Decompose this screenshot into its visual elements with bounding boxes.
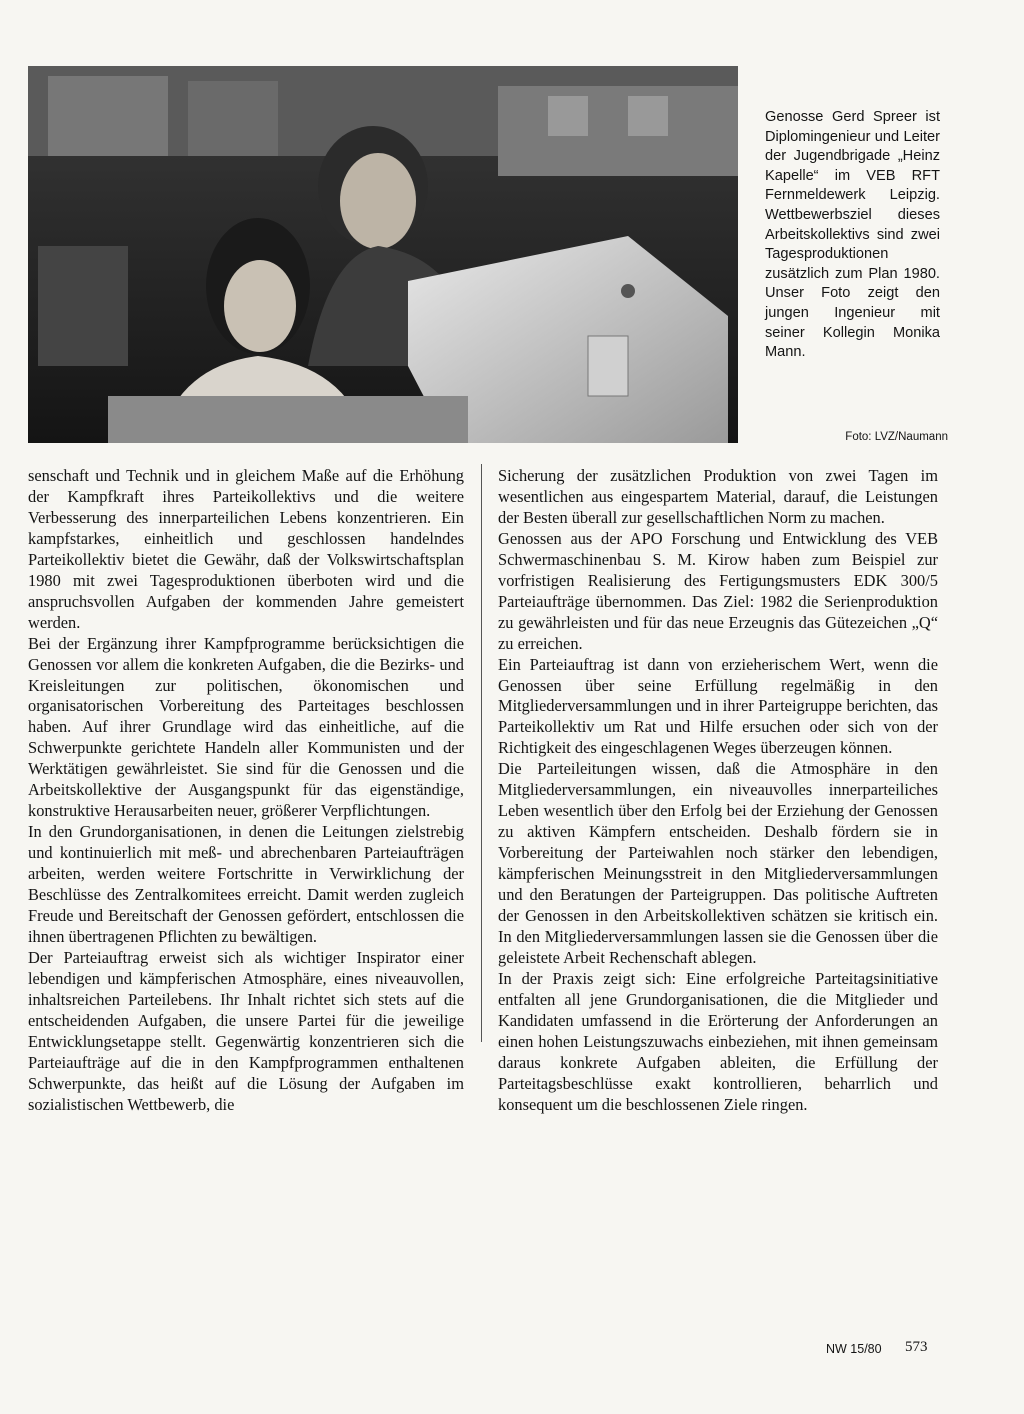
paragraph: Genossen aus der APO Forschung und Entwicklung des VEB Schwermaschinenbau S. M. Kirow haben zum Beispiel zur vorfristigen Realisierung des Fertigungsmusters EDK 300/5 Parteiaufträge übernommen. Das Ziel: 1982 die Serienproduktion zu gewährleisten und für das neue Erzeugnis das Gütezeichen „Q“ zu erreichen. [498, 528, 938, 653]
issue-label: NW 15/80 [826, 1342, 882, 1356]
paragraph: senschaft und Technik und in gleichem Maße auf die Erhöhung der Kampfkraft ihres Parteikollektivs und die weitere Verbesserung des innerparteilichen Lebens konzentrieren. Ein kampfstarkes, einheitlich und geschlossen handelndes Parteikollektiv bietet die Gewähr, daß der Volkswirtschaftsplan 1980 mit zwei Tagesproduktionen überboten wird und die anspruchsvollen Aufgaben der kommenden Jahre gemeistert werden. [28, 466, 464, 632]
right-column [498, 466, 938, 1116]
paragraph: Bei der Ergänzung ihrer Kampfprogramme berücksichtigen die Genossen vor allem die konkreten Aufgaben, die die Bezirks- und Kreisleitungen zur politischen, ökonomischen und organisatorischen Vorbereitung des Parteitages beschlossen haben. Auf ihrer Grundlage wird das einheitliche, auf die Schwerpunkte gerichtete Handeln aller Kommunisten und der Werktätigen gewährleistet. Sie sind für die Genossen und die Arbeitskollektive der Ausgangspunkt für das eigenständige, konstruktive Herausarbeiten neuer, größerer Verpflichtungen. [28, 633, 464, 821]
article-photo [28, 66, 738, 443]
paragraph: In der Praxis zeigt sich: Eine erfolgreiche Parteitagsinitiative entfalten all jene Grundorganisationen, die die Mitglieder und Kandidaten umfassend in die Erörterung der Anforderungen an einen hohen Leistungszuwachs einbeziehen, mit ihnen gemeinsam daraus konkrete Aufgaben ableiten, die Erfüllung der Parteitagsbeschlüsse exakt kontrollieren, beharrlich und konsequent um die beschlossenen Ziele ringen. [498, 968, 938, 1114]
page-number: 573 [905, 1339, 928, 1355]
left-column [28, 466, 464, 1116]
paragraph: In den Grundorganisationen, in denen die Leitungen zielstrebig und kontinuierlich mit meß- und abrechenbaren Parteiaufträgen arbeiten, werden weitere Fortschritte in Verwirklichung der Beschlüsse des Zentralkomitees erreicht. Damit werden zugleich Freude und Bereitschaft der Genossen gefördert, entschlossen die ihnen übertragenen Pflichten zu bewältigen. [28, 822, 464, 946]
paragraph: Sicherung der zusätzlichen Produktion von zwei Tagen im wesentlichen aus eingespartem Material, darauf, die Leistungen der Besten überall zur gesellschaftlichen Norm zu machen. [498, 466, 938, 527]
column-divider [481, 464, 482, 1042]
paragraph: Die Parteileitungen wissen, daß die Atmosphäre in den Mitgliederversammlungen, ein niveauvolles innerparteiliches Leben wesentlich über den Erfolg bei der Erziehung der Genossen zu aktiven Kämpfern entscheiden. Deshalb fördern sie in Vorbereitung der Parteiwahlen noch stärker den lebendigen, kämpferischen Meinungsstreit in den Mitgliederversammlungen und den Beratungen der Parteigruppen. Das politische Auftreten der Genossen in den Arbeitskollektiven schätzen sie kritisch ein. In den Mitgliederversammlungen lassen sie die Genossen über die geleistete Arbeit Rechenschaft ablegen. [498, 759, 938, 967]
photo-caption: Genosse Gerd Spreer ist Diplomingenieur und Leiter der Jugendbrigade „Heinz Kapelle“ im VEB RFT Fernmeldewerk Leipzig. Wettbewerbsziel dieses Arbeitskollektivs sind zwei Tagesproduktionen zusätzlich zum Plan 1980. Unser Foto zeigt den jungen Ingenieur mit seiner Kollegin Monika Mann. [765, 109, 940, 361]
paragraph: Ein Parteiauftrag ist dann von erzieherischem Wert, wenn die Genossen über seine Erfüllung regelmäßig in den Mitgliederversammlungen und in ihrer Parteigruppe berichten, das Parteikollektiv um Rat und Hilfe ersuchen oder sich von der Richtigkeit des eingeschlagenen Weges überzeugen können. [498, 654, 938, 758]
paragraph: Der Parteiauftrag erweist sich als wichtiger Inspirator einer lebendigen und kämpferischen Atmosphäre, eines niveauvollen, inhaltsreichen Parteilebens. Ihr Inhalt richtet sich stets auf die entscheidenden Aufgaben, die unsere Partei für die jeweilige Entwicklungsetappe stellt. Gegenwärtig konzentrieren sich die Parteiaufträge auf die in den Kampfprogrammen enthaltenen Schwerpunkte, das heißt auf die Lösung der Aufgaben im sozialistischen Wettbewerb, die [28, 947, 464, 1114]
photo-illustration [28, 66, 738, 443]
photo-credit: Foto: LVZ/Naumann [845, 431, 948, 443]
